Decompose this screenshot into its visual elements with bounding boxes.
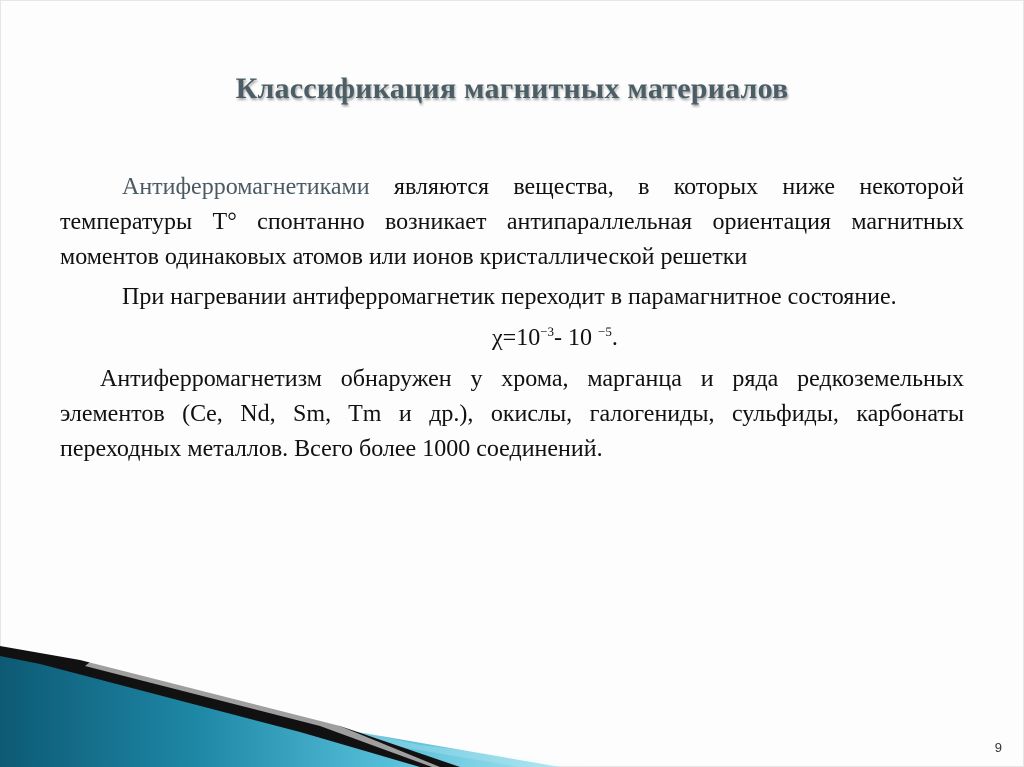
formula-mid: - 10 [554,325,599,351]
slide-title: Классификация магнитных материалов [235,72,789,105]
paragraph-heating: При нагревании антиферромагнетик переходит в парамагнитное состояние. [122,284,897,310]
definition-text: являются вещества, в которых ниже некоторой температуры T° спонтанно возникает антипараллельная ориентация магнитных моментов одинаковых атомов или ионов кристаллической решетки [60,174,964,270]
formula-exponent-2: −5 [598,324,612,339]
formula-exponent-1: −3 [540,324,555,339]
paragraph-examples: Антиферромагнетизм обнаружен у хрома, марганца и ряда редкоземельных элементов (Ce, Nd, Sm, Tm и др.), окислы, галогениды, сульфиды, карбонаты переходных металлов. Всего более 1000 соединений. [60,366,964,462]
formula-end: . [611,325,618,351]
term-highlight: Антиферромагнетиками [122,174,370,200]
page-number: 9 [994,740,1002,755]
formula-base: χ=10 [492,325,541,351]
